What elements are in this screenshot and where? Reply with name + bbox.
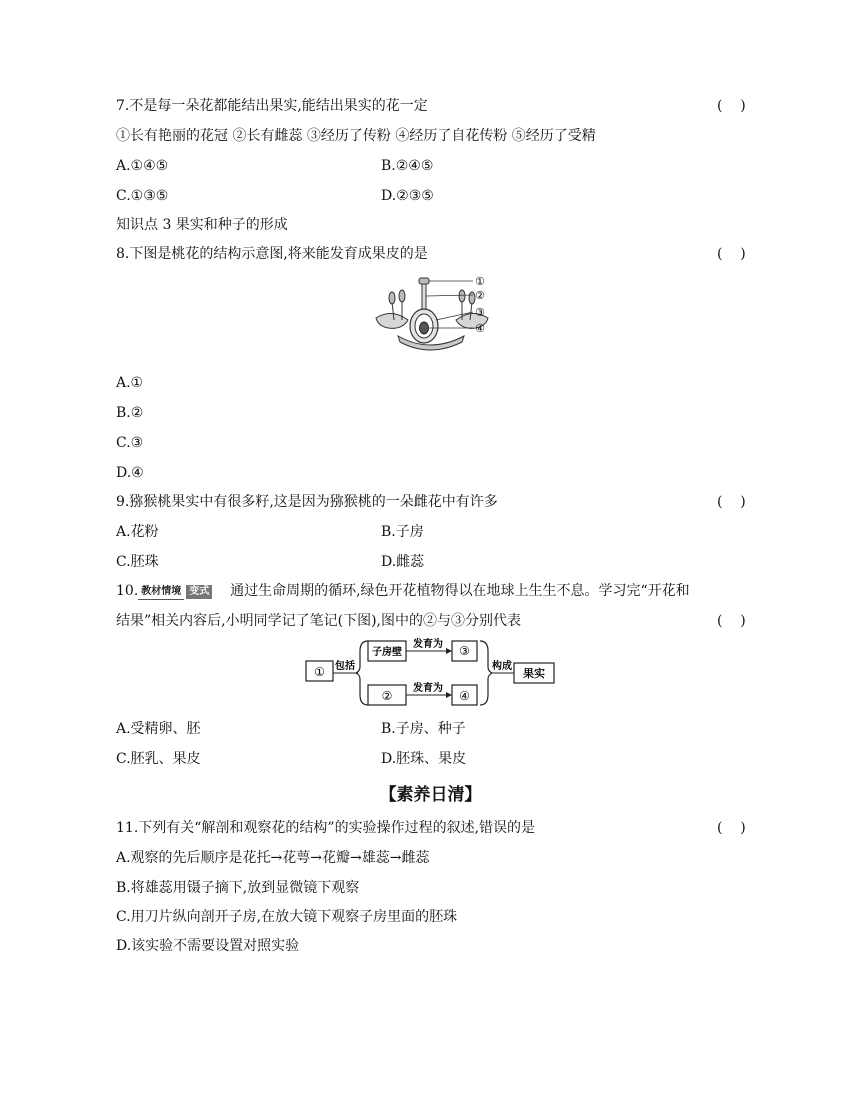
section-title: 【素养日清】: [379, 785, 482, 805]
q8-option-d: D.④: [116, 465, 144, 481]
diagram-include: 包括: [335, 661, 355, 672]
peach-flower-diagram: [370, 272, 494, 358]
q10-option-d: D.胚珠、果皮: [381, 751, 467, 767]
q7-option-b: B.②④⑤: [381, 158, 434, 174]
q10-stem-line2: 结果”相关内容后,小明同学记了笔记(下图),图中的②与③分别代表: [116, 613, 521, 629]
q11-option-d: D.该实验不需要设置对照实验: [116, 938, 300, 954]
q7-option-c: C.①③⑤: [116, 188, 169, 204]
textbook-context-tag: 教材情境: [138, 585, 184, 600]
q11-option-b: B.将雄蕊用镊子摘下,放到显微镜下观察: [116, 880, 360, 896]
diagram-box-2: ②: [381, 689, 393, 703]
figure-label-1: ①: [475, 275, 485, 288]
q10-number: 10.: [116, 583, 139, 599]
q7-option-a: A.①④⑤: [116, 158, 169, 174]
diagram-develop-1: 发育为: [413, 639, 443, 650]
figure-label-3: ③: [475, 306, 485, 319]
q9-option-a: A.花粉: [116, 524, 159, 540]
variant-tag: 变式: [186, 585, 212, 599]
q10-stem-text: 通过生命周期的循环,绿色开花植物得以在地球上生生不息。学习完“开花和: [230, 583, 690, 599]
diagram-box-3: ③: [459, 644, 470, 658]
diagram-develop-2: 发育为: [413, 683, 443, 694]
q11-option-a: A.观察的先后顺序是花托→花萼→花瓣→雄蕊→雌蕊: [116, 850, 430, 866]
q11-answer-paren: ( ): [717, 820, 746, 836]
q8-option-b: B.②: [116, 405, 144, 421]
q8-option-c: C.③: [116, 435, 144, 451]
q10-option-a: A.受精卵、胚: [116, 721, 201, 737]
q9-answer-paren: ( ): [717, 494, 746, 510]
figure-label-2: ②: [475, 289, 485, 302]
q9-option-d: D.雌蕊: [381, 554, 425, 570]
q7-statements: ①长有艳丽的花冠 ②长有雌蕊 ③经历了传粉 ④经历了自花传粉 ⑤经历了受精: [116, 128, 596, 144]
q8-stem: 8.下图是桃花的结构示意图,将来能发育成果皮的是: [116, 246, 428, 262]
q9-option-c: C.胚珠: [116, 554, 159, 570]
q10-answer-paren: ( ): [717, 613, 746, 629]
figure-label-4: ④: [475, 322, 485, 335]
q9-option-b: B.子房: [381, 524, 424, 540]
diagram-ovary-wall: 子房壁: [372, 647, 402, 658]
diagram-box-1: ①: [314, 665, 325, 679]
q8-answer-paren: ( ): [717, 246, 746, 262]
knowledge-point-3: 知识点 3 果实和种子的形成: [116, 217, 288, 233]
q11-stem: 11.下列有关“解剖和观察花的结构”的实验操作过程的叙述,错误的是: [116, 820, 536, 836]
diagram-box-4: ④: [459, 689, 470, 703]
diagram-compose: 构成: [492, 661, 512, 672]
q11-option-c: C.用刀片纵向剖开子房,在放大镜下观察子房里面的胚珠: [116, 909, 458, 925]
q9-stem: 9.猕猴桃果实中有很多籽,这是因为猕猴桃的一朵雌花中有许多: [116, 494, 498, 510]
fruit-formation-diagram: [302, 637, 558, 709]
diagram-fruit: 果实: [523, 667, 545, 680]
q7-option-d: D.②③⑤: [381, 188, 434, 204]
q10-option-c: C.胚乳、果皮: [116, 751, 201, 767]
q10-stem-line1: [116, 581, 690, 601]
q8-option-a: A.①: [116, 375, 144, 391]
q7-stem: 7.不是每一朵花都能结出果实,能结出果实的花一定: [116, 98, 428, 114]
q10-option-b: B.子房、种子: [381, 721, 466, 737]
q7-answer-paren: ( ): [717, 98, 746, 114]
